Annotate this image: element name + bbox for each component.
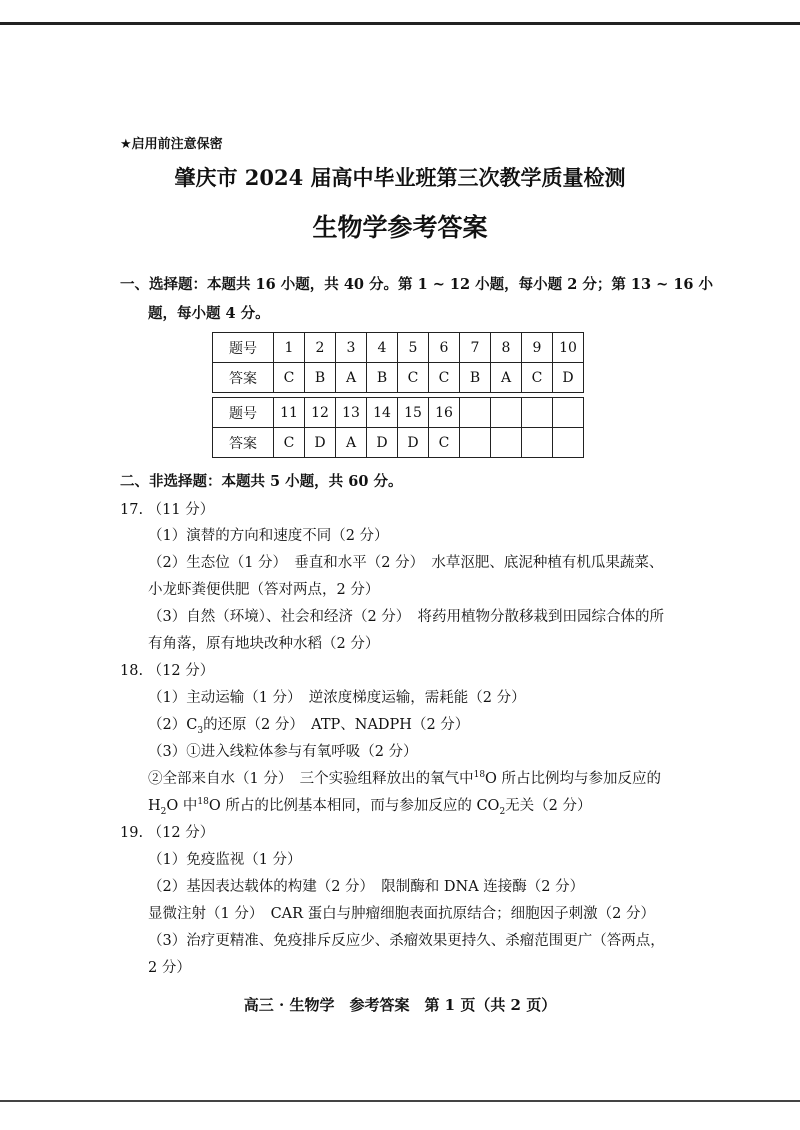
section1-heading-cont: 题，每小题 4 分。	[148, 305, 270, 322]
answer-cell: A	[336, 363, 367, 393]
bottom-rule	[0, 1100, 800, 1102]
q18-heading: 18. （12 分）	[120, 663, 215, 679]
confidential-notice: ★启用前注意保密	[120, 137, 223, 152]
question-number-cell	[460, 398, 491, 428]
row-label: 答案	[213, 428, 274, 458]
answer-cell: C	[274, 428, 305, 458]
subscript: 2	[499, 806, 506, 817]
top-rule	[0, 22, 800, 25]
page-footer: 高三 · 生物学 参考答案 第 1 页（共 2 页）	[243, 996, 557, 1014]
q18-part3: （3）①进入线粒体参与有氧呼吸（2 分）	[148, 744, 418, 760]
q17-part3-cont: 有角落，原有地块改种水稻（2 分）	[148, 636, 380, 652]
question-number-cell	[491, 398, 522, 428]
question-number-cell: 15	[398, 398, 429, 428]
answer-cell: B	[367, 363, 398, 393]
section2-heading: 二、非选择题：本题共 5 小题，共 60 分。	[120, 473, 403, 490]
question-number-cell: 13	[336, 398, 367, 428]
question-number-cell: 11	[274, 398, 305, 428]
q18-part1: （1）主动运输（1 分） 逆浓度梯度运输，需耗能（2 分）	[148, 690, 526, 706]
question-number-cell	[553, 398, 584, 428]
question-number-cell	[522, 398, 553, 428]
answer-cell: D	[367, 428, 398, 458]
q18-text: 无关（2 分）	[505, 798, 592, 814]
q18-text: O 中	[166, 798, 198, 814]
answer-cell: A	[336, 428, 367, 458]
question-number-cell: 2	[305, 333, 336, 363]
answer-cell: B	[305, 363, 336, 393]
question-number-cell: 7	[460, 333, 491, 363]
answer-cell: C	[429, 363, 460, 393]
question-number-cell: 1	[274, 333, 305, 363]
question-number-cell: 4	[367, 333, 398, 363]
q19-part3-cont: 2 分）	[148, 960, 191, 976]
question-number-cell: 14	[367, 398, 398, 428]
document-title: 生物学参考答案	[312, 213, 488, 242]
question-number-cell: 10	[553, 333, 584, 363]
q17-part3: （3）自然（环境）、社会和经济（2 分） 将药用植物分散移栽到田园综合体的所	[148, 609, 665, 625]
answer-table	[212, 332, 584, 458]
subscript: 3	[197, 725, 204, 736]
answer-cell	[522, 428, 553, 458]
question-number-cell: 16	[429, 398, 460, 428]
q19-heading: 19. （12 分）	[120, 825, 215, 841]
exam-title: 肇庆市 2024 届高中毕业班第三次教学质量检测	[174, 165, 626, 190]
row-label: 题号	[213, 333, 274, 363]
answer-cell: C	[274, 363, 305, 393]
q19-part3: （3）治疗更精准、免疫排斥反应少、杀瘤效果更持久、杀瘤范围更广（答两点，	[148, 933, 665, 949]
q18-part2-text: （2）C	[148, 717, 198, 733]
q19-part2: （2）基因表达载体的构建（2 分） 限制酶和 DNA 连接酶（2 分）	[148, 879, 585, 895]
answer-cell	[491, 428, 522, 458]
answer-cell: D	[398, 428, 429, 458]
answer-cell: C	[398, 363, 429, 393]
question-number-cell: 12	[305, 398, 336, 428]
row-label: 题号	[213, 398, 274, 428]
answer-cell	[460, 428, 491, 458]
superscript: 18	[473, 770, 486, 781]
superscript: 18	[197, 797, 209, 808]
q18-text: O 所占的比例基本相同，而与参加反应的 CO	[208, 798, 500, 814]
answer-cell: C	[522, 363, 553, 393]
q17-heading: 17. （11 分）	[120, 502, 215, 518]
q19-part2-cont: 显微注射（1 分） CAR 蛋白与肿瘤细胞表面抗原结合；细胞因子刺激（2 分）	[148, 906, 656, 922]
question-number-cell: 8	[491, 333, 522, 363]
q18-text: ②全部来自水（1 分） 三个实验组释放出的氧气中	[148, 771, 474, 787]
section1-heading: 一、选择题：本题共 16 小题，共 40 分。第 1 ~ 12 小题，每小题 2 分；第 13 ~ 16 小	[120, 276, 714, 293]
q18-part3-cont	[148, 767, 661, 788]
question-number-cell: 6	[429, 333, 460, 363]
answer-cell: C	[429, 428, 460, 458]
answer-cell: D	[553, 363, 584, 393]
q17-part1: （1）演替的方向和速度不同（2 分）	[148, 528, 389, 544]
answer-cell: A	[491, 363, 522, 393]
question-number-cell: 9	[522, 333, 553, 363]
q17-part2-cont: 小龙虾粪便供肥（答对两点，2 分）	[148, 582, 380, 598]
question-number-row	[213, 333, 584, 363]
q18-part2	[148, 713, 469, 736]
q18-text: H	[148, 798, 161, 814]
question-number-cell: 5	[398, 333, 429, 363]
q18-text: O 所占比例均与参加反应的	[485, 771, 662, 787]
answer-cell	[553, 428, 584, 458]
row-label: 答案	[213, 363, 274, 393]
answer-row	[213, 428, 584, 458]
subscript: 2	[160, 806, 167, 817]
q18-part3-cont2	[148, 794, 592, 817]
answer-cell: B	[460, 363, 491, 393]
question-number-row	[213, 398, 584, 428]
answer-row	[213, 363, 584, 393]
q18-part2-text: 的还原（2 分） ATP、NADPH（2 分）	[203, 717, 470, 733]
answer-cell: D	[305, 428, 336, 458]
q17-part2: （2）生态位（1 分） 垂直和水平（2 分） 水草沤肥、底泥种植有机瓜果蔬菜、	[148, 555, 664, 571]
q19-part1: （1）免疫监视（1 分）	[148, 852, 302, 868]
question-number-cell: 3	[336, 333, 367, 363]
